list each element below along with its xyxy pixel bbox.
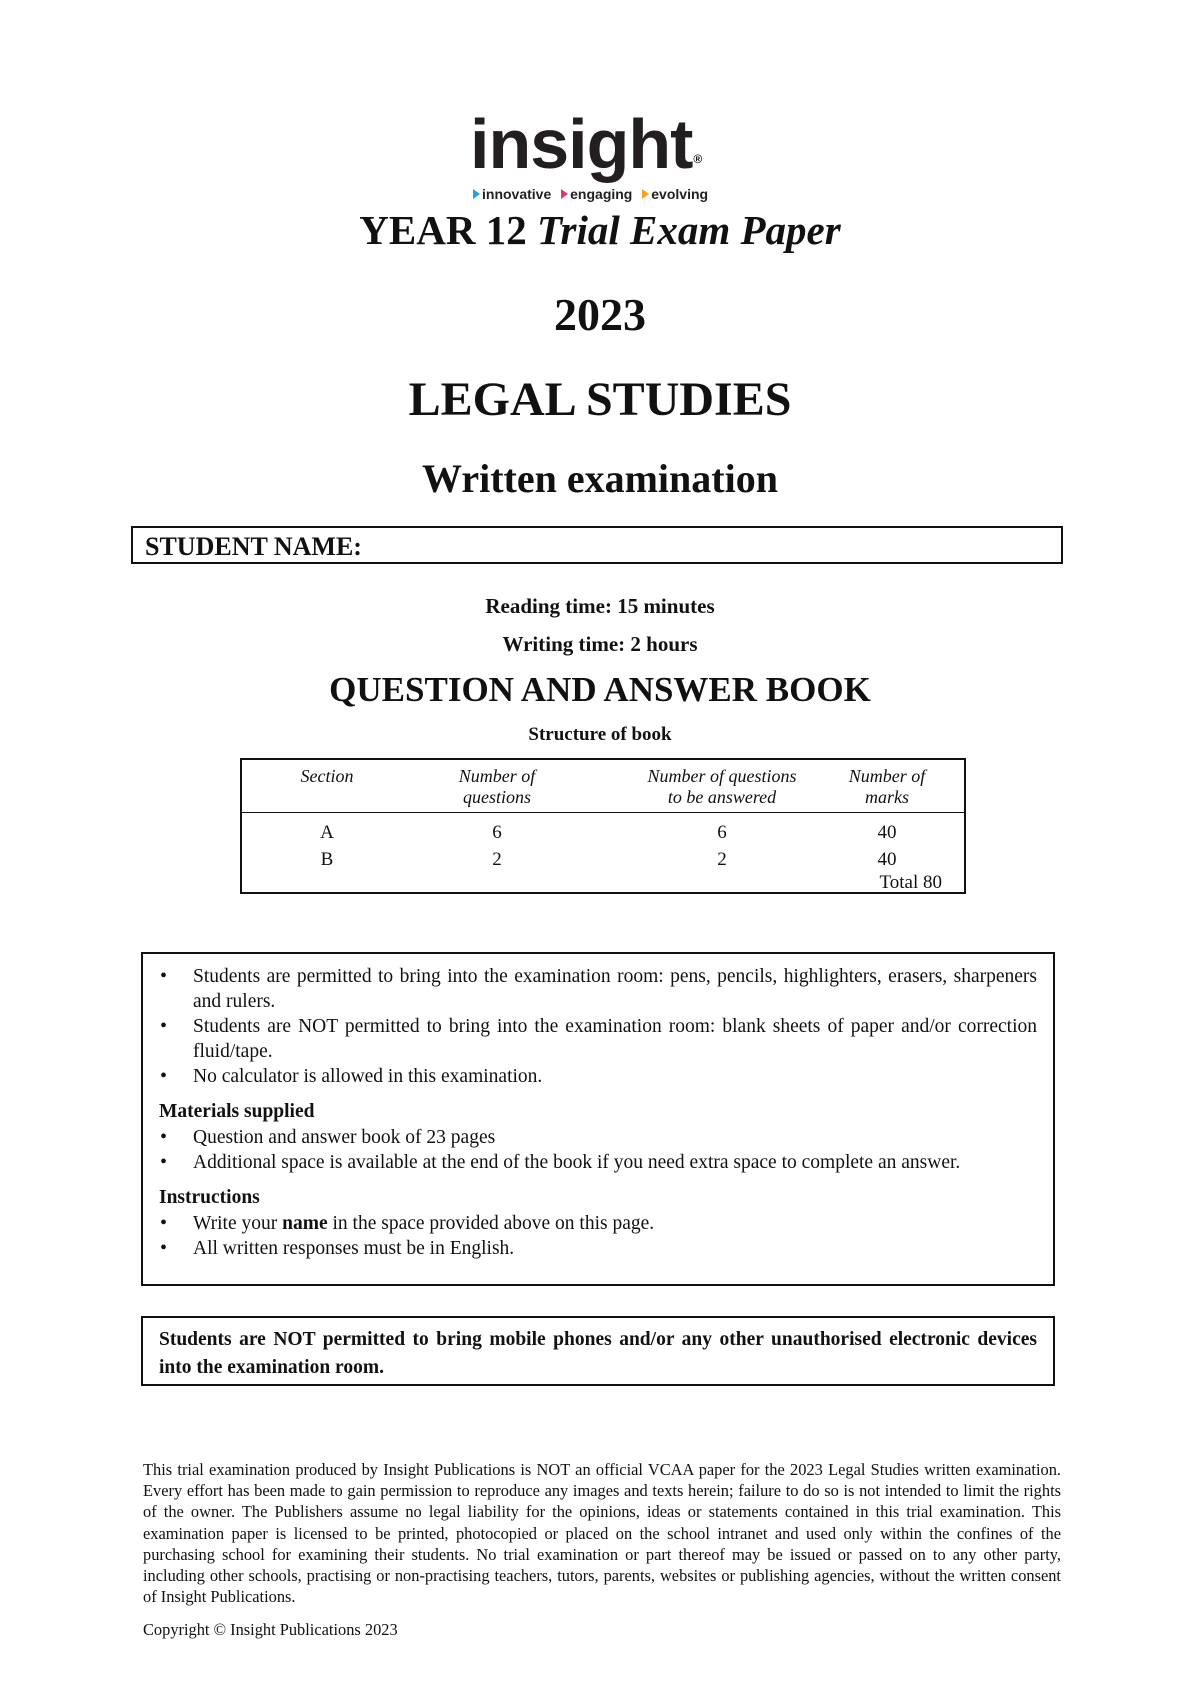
year-heading xyxy=(0,206,1200,254)
list-item: • Students are permitted to bring into the examination room: pens, pencils, highlighters, erasers, sharpeners and rulers. xyxy=(143,964,1053,1014)
list-item: • Additional space is available at the end of the book if you need extra space to complete an answer. xyxy=(143,1150,1053,1175)
list-item: • Students are NOT permitted to bring into the examination room: blank sheets of paper and/or correction fluid/tape. xyxy=(143,1014,1053,1064)
electronic-devices-warning: Students are NOT permitted to bring mobile phones and/or any other unauthorised electronic devices into the examination room. xyxy=(141,1316,1055,1386)
instructions-heading: Instructions xyxy=(159,1187,260,1208)
cell-marks: 40 xyxy=(877,822,897,843)
student-name-field[interactable] xyxy=(131,526,1063,564)
instructions-list xyxy=(143,1211,1053,1261)
logo-tagline xyxy=(473,186,740,202)
cell-marks: 40 xyxy=(877,849,897,870)
structure-caption: Structure of book xyxy=(528,724,672,745)
header-num-marks: Number of marks xyxy=(848,766,926,807)
subject-title: LEGAL STUDIES xyxy=(408,373,792,426)
tagline-word: evolving xyxy=(651,186,709,202)
list-item: • No calculator is allowed in this examination. xyxy=(143,1064,1053,1089)
header-section: Section xyxy=(300,766,354,786)
header-num-answered: Number of questions to be answered xyxy=(647,766,797,807)
materials-heading: Materials supplied xyxy=(159,1101,315,1122)
copyright-notice: Copyright © Insight Publications 2023 xyxy=(143,1620,398,1639)
disclaimer-text: This trial examination produced by Insight Publications is NOT an official VCAA paper for the 2023 Legal Studies written examination. Every effort has been made to gain permission to reproduce any images and texts herein; failure to do so is not intended to limit the rights of the owner. The Publishers assume no legal liability for the opinions, ideas or statements contained in this trial examination. This examination paper is licensed to be printed, photocopied or placed on the school intranet and used only within the confines of the purchasing school for examining their students. No trial examination or part thereof may be issued or passed on to any other party, including other schools, practising or non-practising teachers, tutors, parents, websites or publishing agencies, without the written consent of Insight Publications. xyxy=(143,1460,1061,1607)
reading-time: Reading time: 15 minutes xyxy=(485,594,715,618)
materials-list xyxy=(143,1125,1053,1175)
triangle-icon xyxy=(561,189,568,199)
tagline-word: innovative xyxy=(482,186,552,202)
list-item: • Write your name in the space provided above on this page. xyxy=(143,1211,1053,1236)
table-header-row xyxy=(242,760,964,813)
year-prefix: YEAR 12 xyxy=(359,207,527,253)
cell-questions: 2 xyxy=(492,849,502,870)
writing-time: Writing time: 2 hours xyxy=(502,632,698,656)
registered-mark: ® xyxy=(693,152,703,166)
header-num-questions: Number of questions xyxy=(458,766,536,807)
exam-type: Written examination xyxy=(422,456,778,501)
logo-wordmark: insight xyxy=(470,105,693,183)
list-item: • Question and answer book of 23 pages xyxy=(143,1125,1053,1150)
tagline-word: engaging xyxy=(570,186,633,202)
cell-questions: 6 xyxy=(492,822,502,843)
trial-exam-paper-label: Trial Exam Paper xyxy=(536,207,841,253)
student-name-label: STUDENT NAME: xyxy=(145,532,362,561)
table-total: Total 80 xyxy=(879,872,942,893)
cell-section: B xyxy=(320,849,334,870)
cell-answered: 2 xyxy=(717,849,727,870)
cell-answered: 6 xyxy=(717,822,727,843)
permitted-list xyxy=(143,964,1053,1089)
exam-year: 2023 xyxy=(554,289,646,340)
structure-table xyxy=(240,758,966,894)
book-title: QUESTION AND ANSWER BOOK xyxy=(329,670,871,709)
cell-section: A xyxy=(320,822,334,843)
rules-box xyxy=(141,952,1055,1286)
list-item: • All written responses must be in English. xyxy=(143,1236,1053,1261)
triangle-icon xyxy=(473,189,480,199)
triangle-icon xyxy=(642,189,649,199)
insight-logo xyxy=(470,105,740,202)
